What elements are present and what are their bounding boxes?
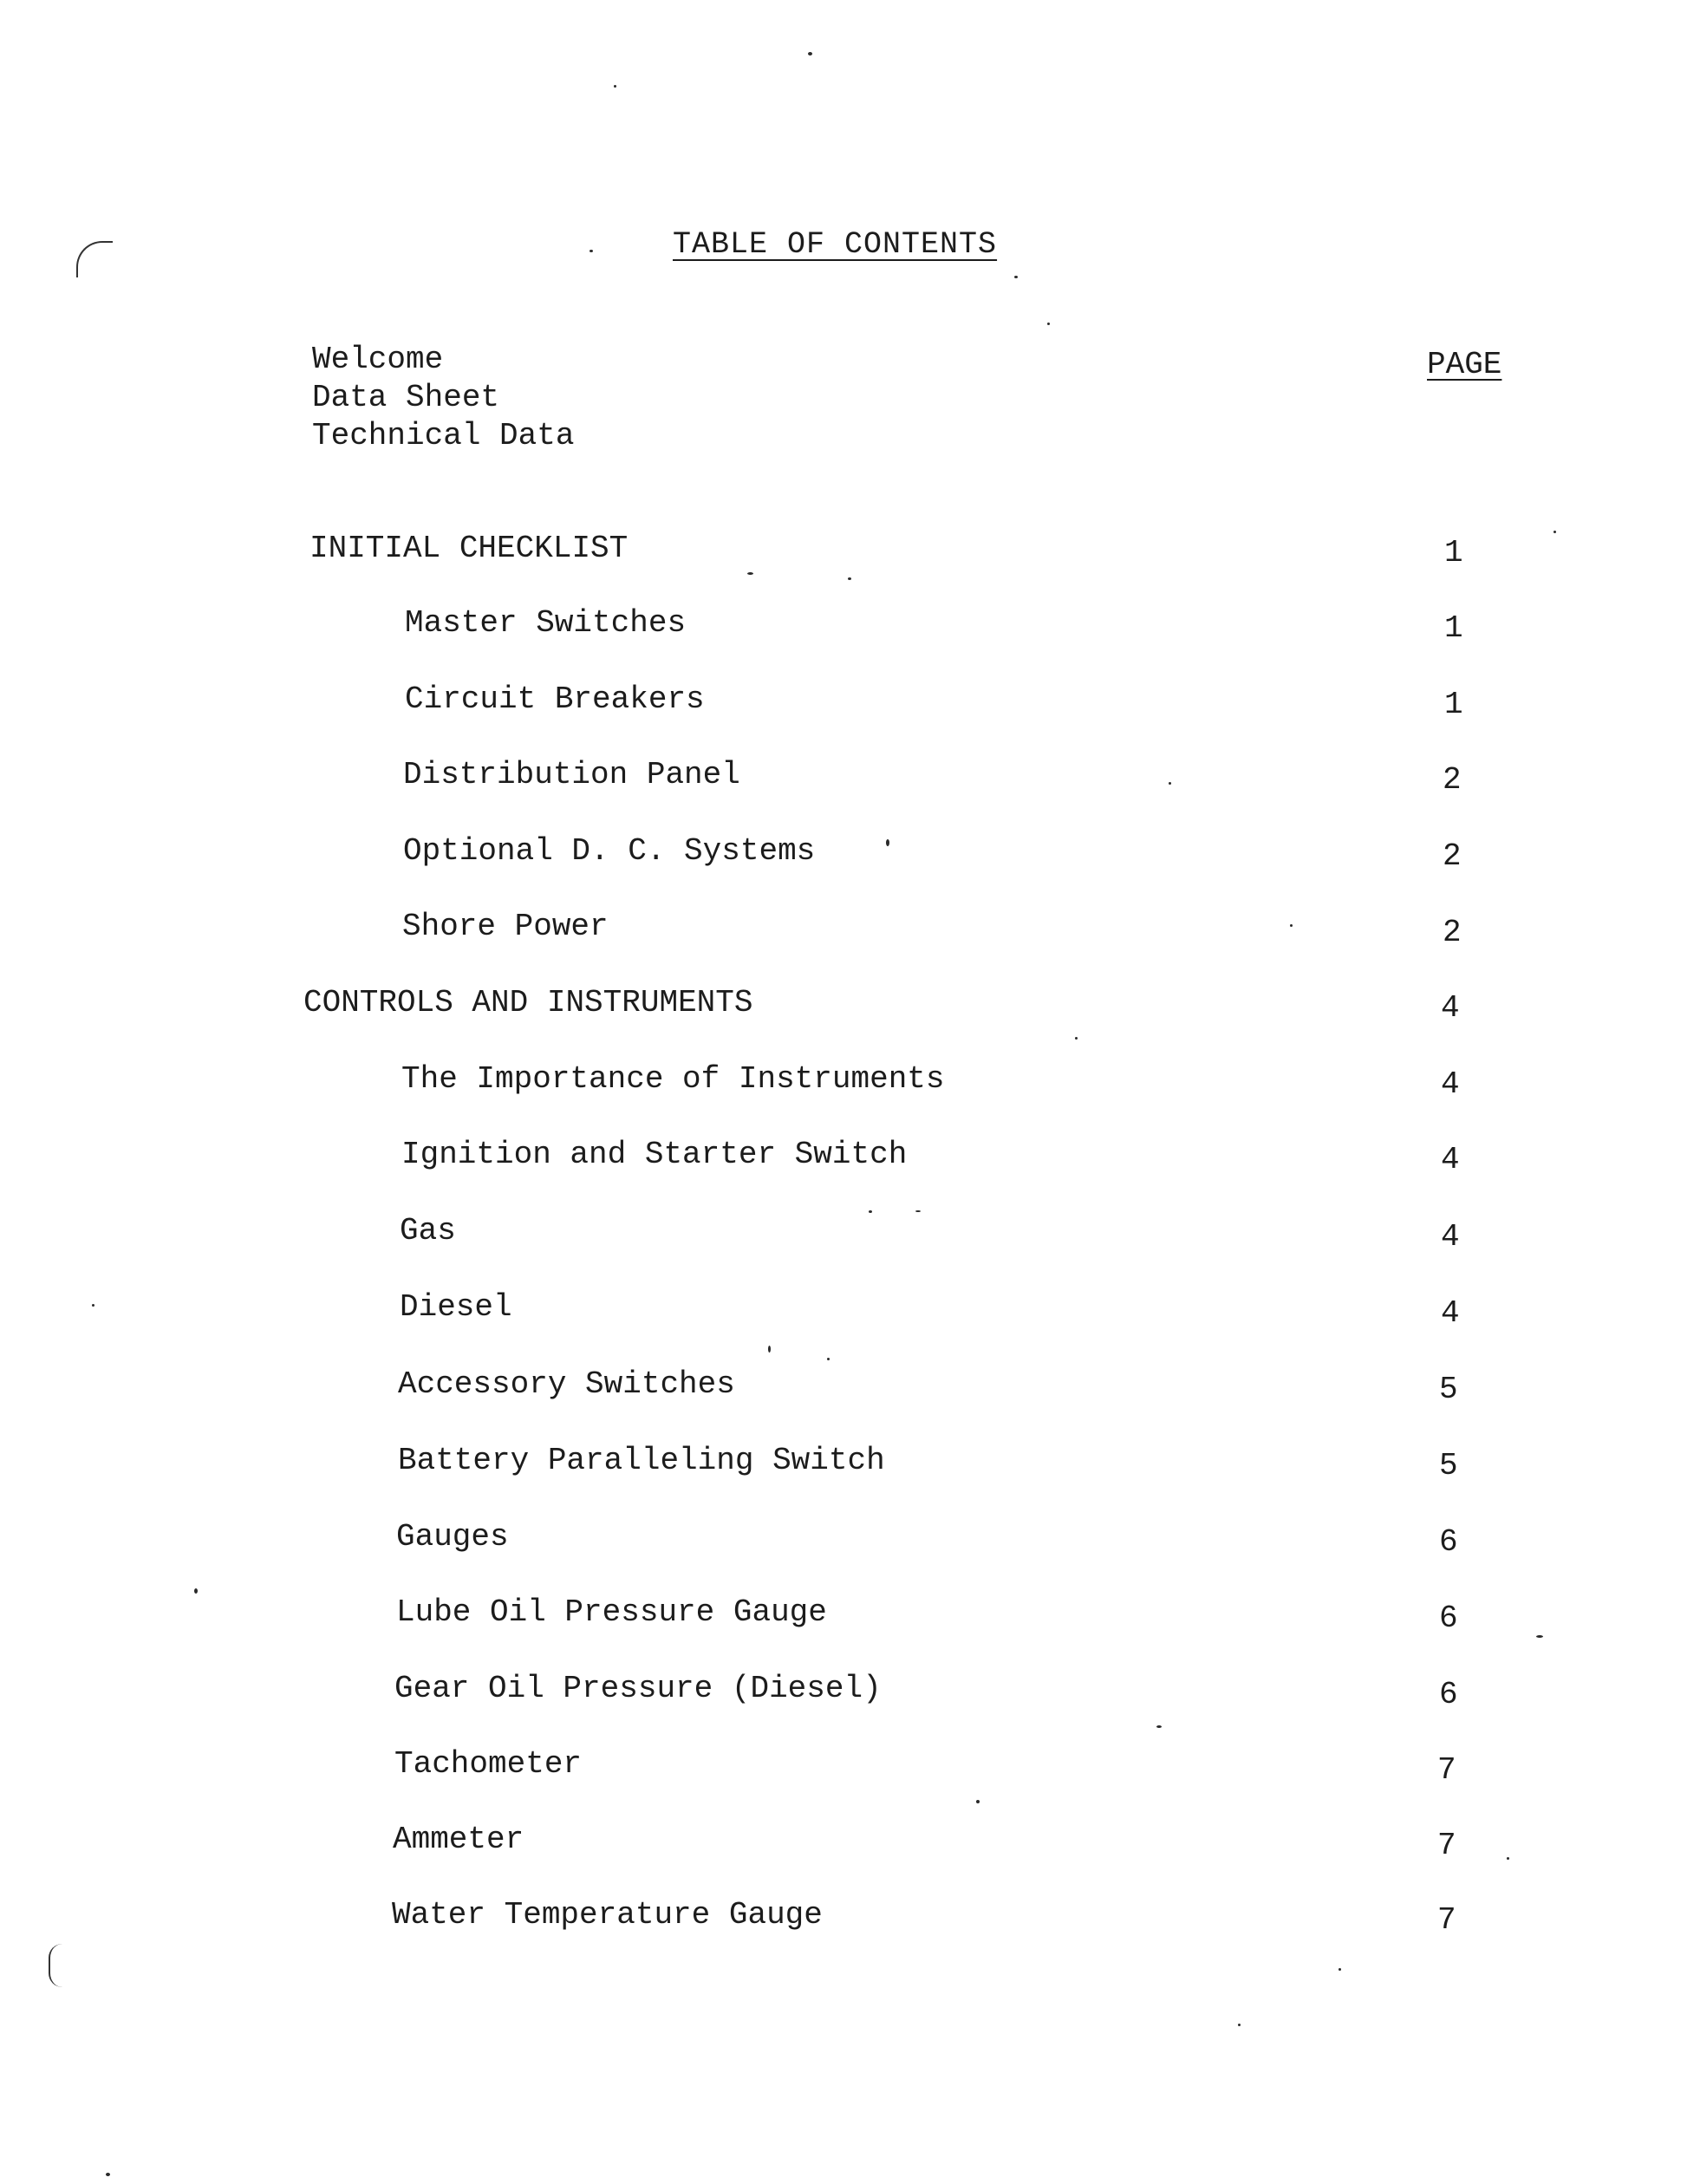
scan-speck [1238, 2024, 1241, 2026]
toc-page-number: 4 [1441, 1066, 1460, 1102]
toc-entry: Gauges [396, 1519, 509, 1555]
toc-entry: Circuit Breakers [405, 681, 705, 717]
scan-speck [1075, 1037, 1078, 1040]
scan-speck [1169, 782, 1171, 785]
toc-page-number: 6 [1439, 1601, 1458, 1636]
toc-entry: Gear Oil Pressure (Diesel) [394, 1671, 882, 1706]
toc-section-heading: CONTROLS AND INSTRUMENTS [303, 985, 753, 1020]
toc-page-number: 6 [1439, 1677, 1458, 1712]
scan-speck [869, 1210, 872, 1213]
scan-speck [768, 1346, 771, 1353]
toc-entry: Diesel [400, 1289, 512, 1325]
toc-entry: Ammeter [393, 1822, 524, 1857]
toc-page-number: 7 [1437, 1828, 1456, 1863]
toc-page-number: 1 [1444, 535, 1463, 570]
scan-speck [1290, 924, 1293, 927]
toc-page-number: 2 [1443, 838, 1462, 874]
scan-speck [1339, 1968, 1341, 1971]
toc-entry: Master Switches [405, 605, 687, 641]
toc-entry: Accessory Switches [398, 1366, 735, 1402]
front-matter-item: Welcome [312, 342, 444, 377]
toc-page-number: 5 [1439, 1372, 1458, 1407]
scan-speck [915, 1210, 921, 1212]
toc-page-number: 6 [1439, 1524, 1458, 1560]
scan-speck [106, 2173, 110, 2176]
scan-speck [747, 572, 753, 575]
scan-speck [589, 250, 593, 252]
toc-page-number: 7 [1437, 1902, 1456, 1938]
toc-entry: Tachometer [394, 1746, 583, 1782]
toc-page-number: 1 [1444, 687, 1463, 722]
scan-speck [1536, 1635, 1543, 1638]
toc-page-number: 4 [1441, 1219, 1460, 1255]
toc-entry: Distribution Panel [403, 757, 740, 792]
scan-speck [1553, 531, 1556, 533]
page-title: TABLE OF CONTENTS [673, 227, 998, 262]
page-column-header: PAGE [1427, 347, 1502, 382]
scan-speck [194, 1588, 198, 1594]
scan-speck [92, 1304, 94, 1307]
toc-entry: Lube Oil Pressure Gauge [396, 1594, 827, 1630]
front-matter-list [312, 341, 574, 455]
toc-entry: Ignition and Starter Switch [401, 1137, 908, 1172]
toc-page-number: 4 [1441, 1142, 1460, 1177]
toc-entry: Gas [400, 1213, 456, 1248]
toc-entry: Optional D. C. Systems [403, 833, 816, 869]
scan-speck [1156, 1725, 1162, 1728]
toc-page-number: 4 [1441, 1295, 1460, 1331]
toc-entry: Battery Paralleling Switch [398, 1443, 885, 1478]
front-matter-item: Technical Data [312, 418, 575, 453]
toc-entry: Water Temperature Gauge [392, 1897, 823, 1933]
toc-entry: Shore Power [402, 909, 609, 944]
scan-speck [1507, 1857, 1509, 1860]
toc-entry: The Importance of Instruments [401, 1061, 945, 1097]
scan-speck [827, 1358, 830, 1360]
front-matter-item: Data Sheet [312, 380, 500, 415]
scan-speck [1014, 276, 1018, 278]
scan-speck [976, 1800, 980, 1803]
toc-page-number: 2 [1443, 915, 1462, 950]
toc-page-number: 5 [1439, 1448, 1458, 1483]
toc-page-number: 2 [1443, 762, 1462, 798]
toc-page-number: 1 [1444, 610, 1463, 646]
scan-speck [886, 839, 889, 846]
scan-edge-mark [49, 1944, 62, 1987]
scan-speck [848, 577, 851, 580]
scan-speck [614, 85, 616, 88]
scan-speck [808, 52, 812, 55]
toc-page-number: 7 [1437, 1752, 1456, 1788]
scan-edge-mark [76, 241, 113, 277]
toc-page-number: 4 [1441, 990, 1460, 1026]
scan-speck [1047, 323, 1050, 325]
toc-section-heading: INITIAL CHECKLIST [309, 531, 629, 566]
